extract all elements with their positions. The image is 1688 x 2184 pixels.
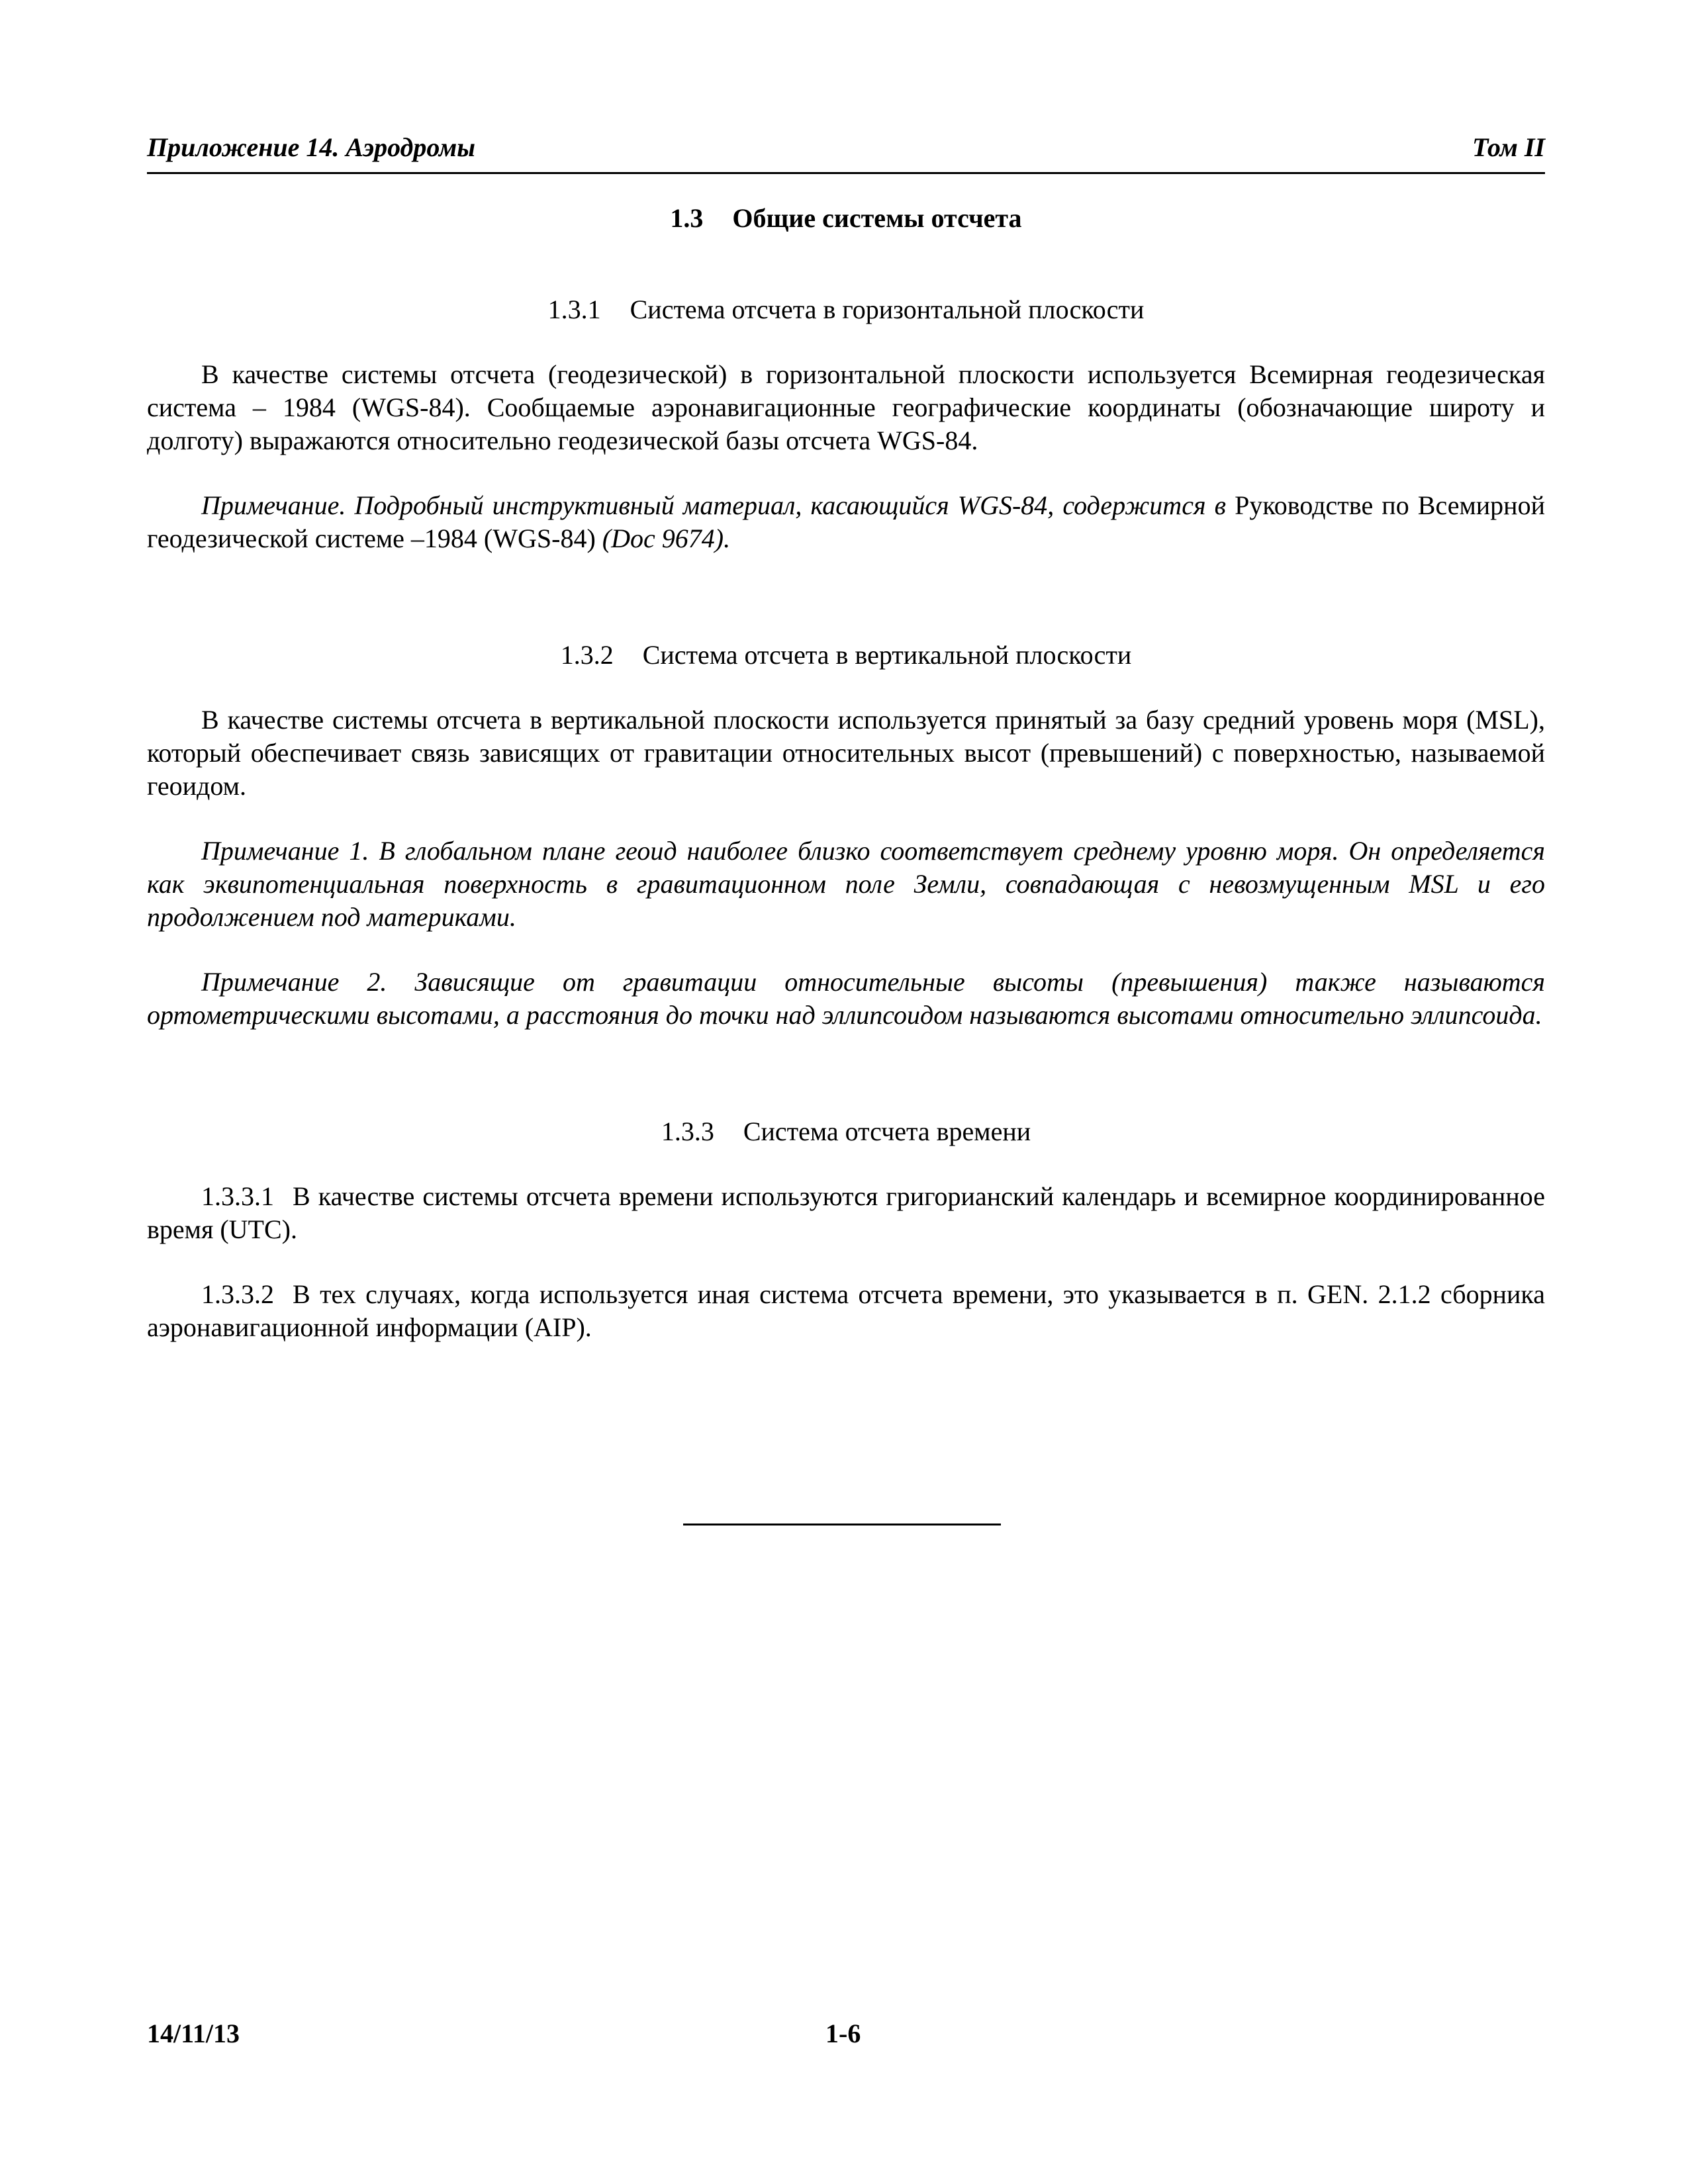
footer-page-number: 1-6 [825, 2019, 861, 2048]
subsection-title: Система отсчета в вертикальной плоскости [642, 640, 1132, 670]
subsection-number: 1.3.3 [661, 1116, 714, 1146]
subsection-heading-vertical [147, 639, 1545, 672]
subsection-number: 1.3.2 [560, 640, 614, 670]
paragraph-horizontal-system: В качестве системы отсчета (геодезической) в горизонтальной плоскости используется Всемирная геодезическая система – 1984 (WGS-84). Сообщаемые аэронавигационные географические координаты (обозначающие широту и долготу) выражаются относительно геодезической базы отсчета WGS-84. [147, 359, 1545, 455]
section-title: Общие системы отсчета [732, 203, 1022, 233]
note-1-geoid: Примечание 1. В глобальном плане геоид наиболее близко соответствует среднему уровню моря. Он определяется как эквипотенциальная поверхность в гравитационном поле Земли, совпадающая с невозмущенным MSL и его продолжением под материками. [147, 836, 1545, 932]
paragraph-vertical-system: В качестве системы отсчета в вертикальной плоскости используется принятый за базу средний уровень моря (MSL), который обеспечивает связь зависящих от гравитации относительных высот (превышений) с поверхностью, называемой геоидом. [147, 705, 1545, 801]
paragraph-text: В тех случаях, когда используется иная система отсчета времени, это указывается в п. GEN. 2.1.2 сборника аэронавигационной информации (AIP). [147, 1279, 1545, 1342]
paragraph-time-system-2 [147, 1278, 1545, 1344]
paragraph-text: В качестве системы отсчета времени используются григорианский календарь и всемирное координированное время (UTC). [147, 1181, 1545, 1244]
manual-title: Руководстве по Всемирной геодезической системе –1984 (WGS-84) [147, 490, 1545, 553]
page-header [147, 131, 1545, 174]
subsection-number: 1.3.1 [547, 295, 601, 324]
section-number: 1.3 [670, 203, 704, 233]
end-of-section-rule [683, 1524, 1001, 1525]
subsection-heading-time [147, 1115, 1545, 1148]
page-footer [147, 2017, 1545, 2054]
note-wgs84-manual [147, 489, 1545, 555]
subsection-title: Система отсчета времени [743, 1116, 1031, 1146]
doc-reference: (Doc 9674). [595, 523, 731, 553]
subsection-heading-horizontal [147, 293, 1545, 326]
paragraph-time-system-1 [147, 1180, 1545, 1246]
document-body [147, 202, 1545, 1376]
section-heading [147, 202, 1545, 235]
note-text: Примечание. Подробный инструктивный материал, касающийся WGS-84, содержится в [201, 490, 1235, 520]
header-volume: Том II [1472, 132, 1545, 162]
footer-date: 14/11/13 [147, 2019, 240, 2048]
note-2-orthometric: Примечание 2. Зависящие от гравитации относительные высоты (превышения) также называются ортометрическими высотами, а расстояния до точки над эллипсоидом называются высотами относительно эллипсоида. [147, 967, 1545, 1030]
subsection-title: Система отсчета в горизонтальной плоскости [630, 295, 1145, 324]
paragraph-number: 1.3.3.1 [201, 1181, 274, 1211]
paragraph-number: 1.3.3.2 [201, 1279, 274, 1309]
header-document-title: Приложение 14. Аэродромы [147, 132, 476, 162]
